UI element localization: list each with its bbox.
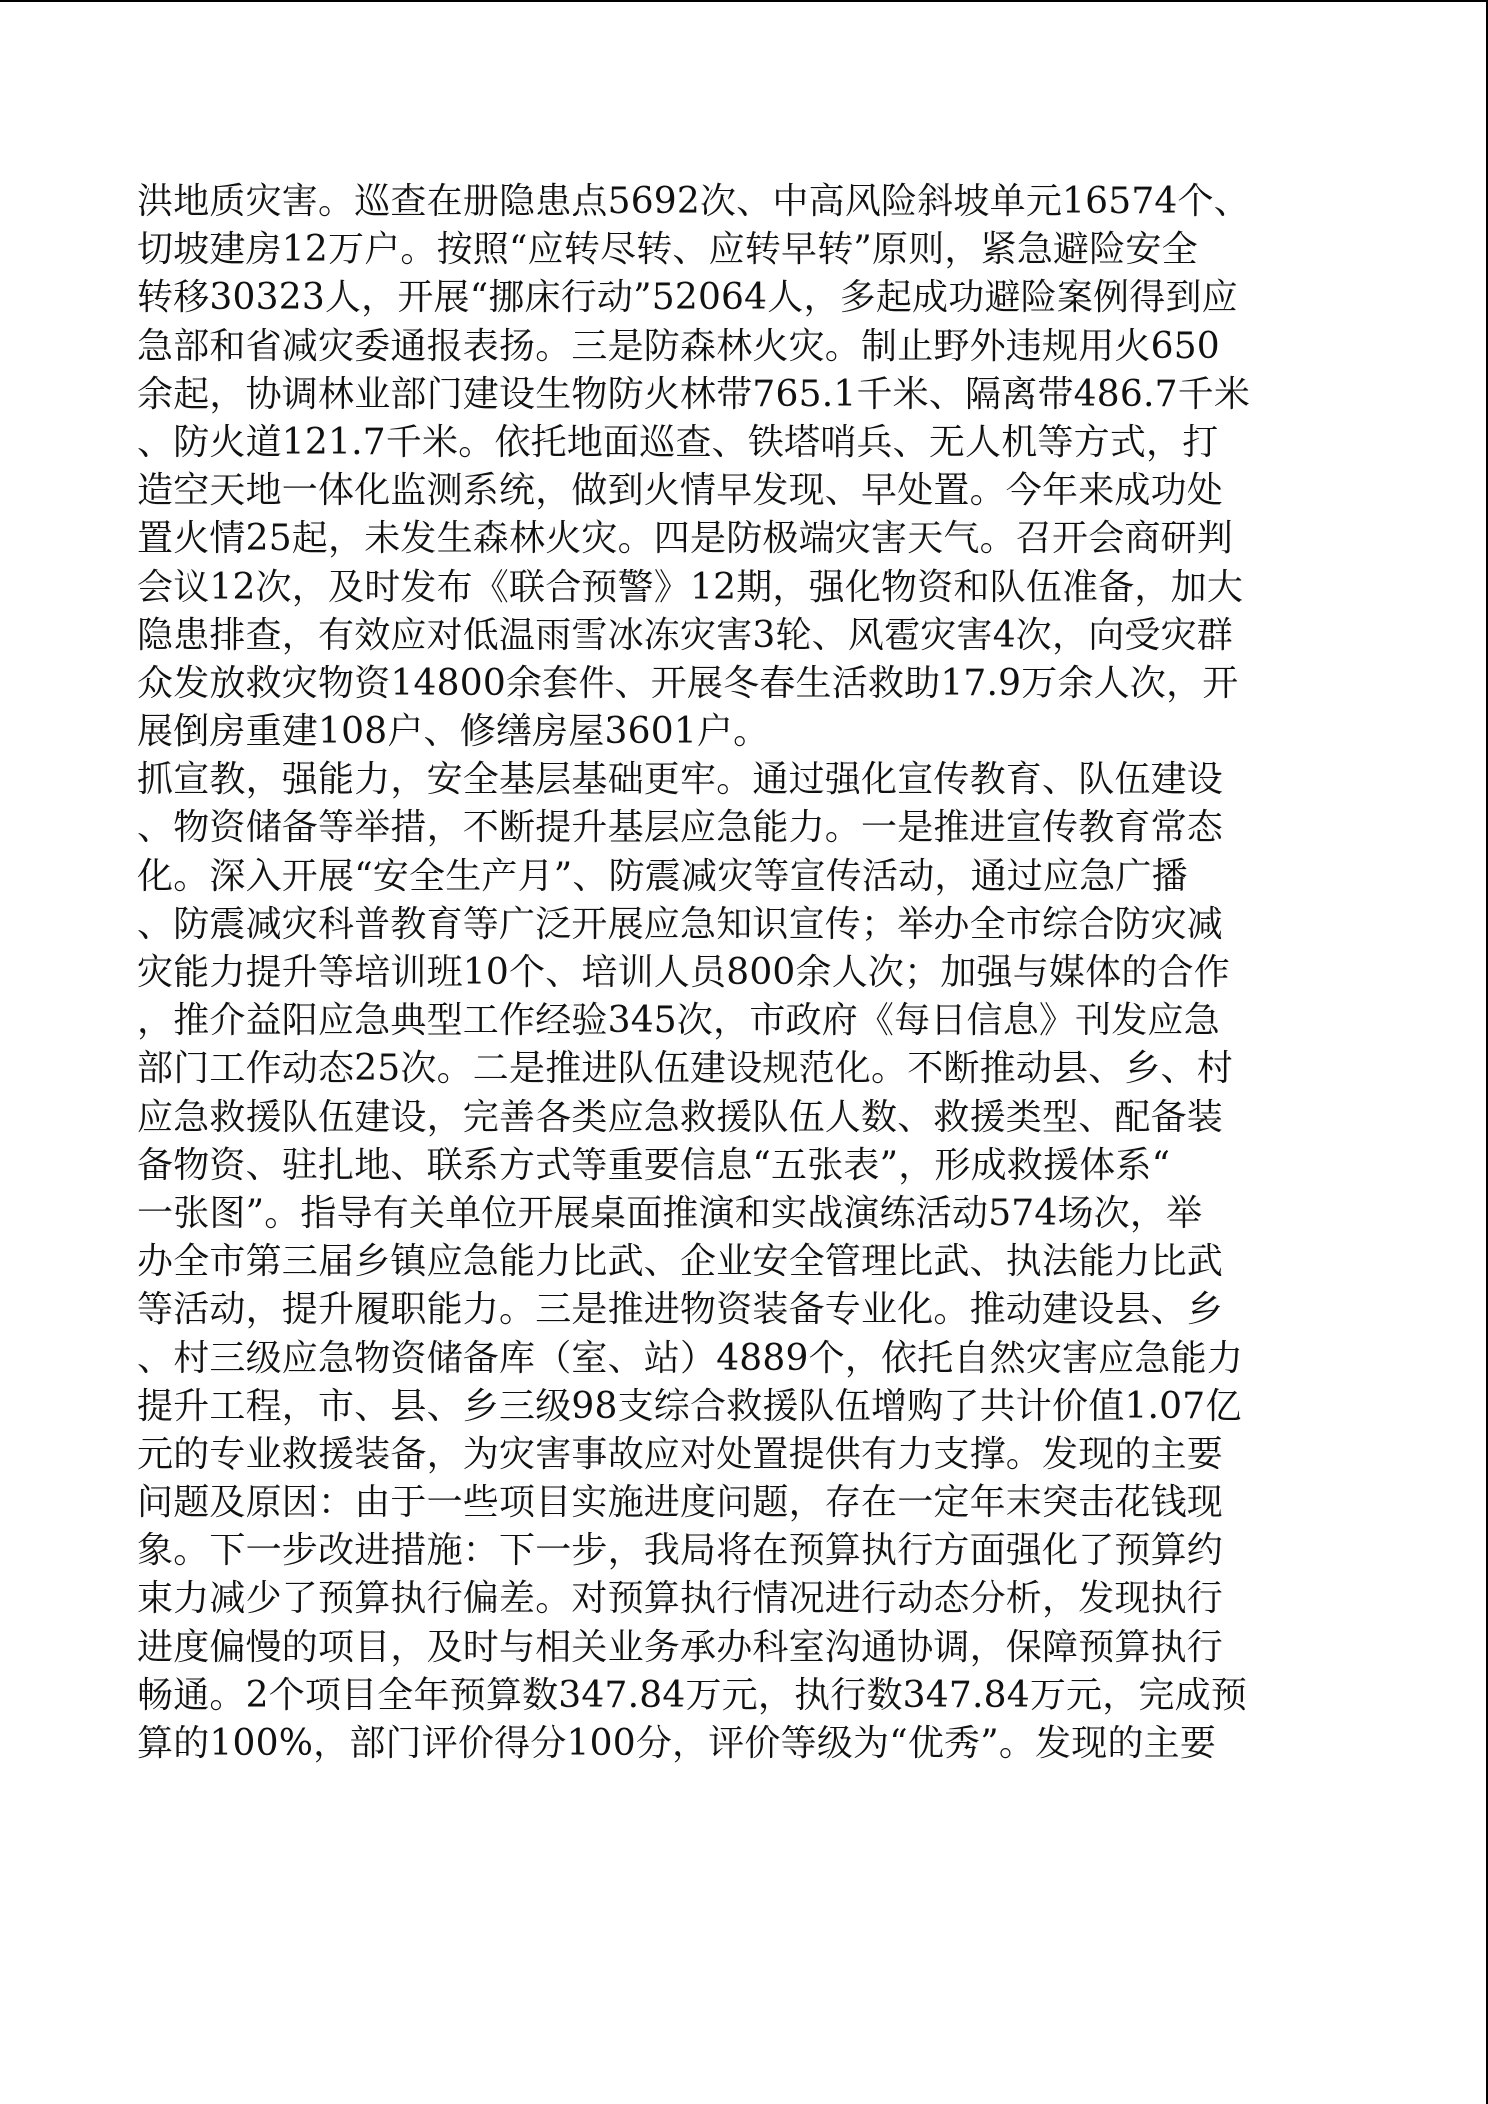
text-line: 众发放救灾物资14800余套件、开展冬春生活救助17.9万余人次，开	[137, 662, 1239, 704]
text-line: 办全市第三届乡镇应急能力比武、企业安全管理比武、执法能力比武	[137, 1241, 1224, 1283]
text-line: 应急救援队伍建设，完善各类应急救援队伍人数、救援类型、配备装	[137, 1096, 1224, 1138]
text-line: 余起，协调林业部门建设生物防火林带765.1千米、隔离带486.7千米	[137, 373, 1251, 415]
text-line: 灾能力提升等培训班10个、培训人员800余人次；加强与媒体的合作	[137, 952, 1230, 993]
document-body	[137, 178, 1342, 1768]
text-line: 急部和省减灾委通报表扬。三是防森林火灾。制止野外违规用火650	[137, 325, 1220, 367]
text-line: 备物资、驻扎地、联系方式等重要信息“五张表”，形成救援体系“	[137, 1144, 1171, 1186]
text-line: 切坡建房12万户。按照“应转尽转、应转早转”原则，紧急避险安全	[137, 229, 1198, 271]
page-top-border	[0, 0, 1488, 2]
text-line: 置火情25起，未发生森林火灾。四是防极端灾害天气。召开会商研判	[137, 518, 1234, 560]
text-line: 转移30323人，开展“挪床行动”52064人，多起成功避险案例得到应	[137, 277, 1238, 319]
text-line: 会议12次，及时发布《联合预警》12期，强化物资和队伍准备，加大	[137, 566, 1244, 608]
text-line: 问题及原因：由于一些项目实施进度问题，存在一定年末突击花钱现	[137, 1482, 1224, 1524]
text-line: 束力减少了预算执行偏差。对预算执行情况进行动态分析，发现执行	[137, 1578, 1224, 1620]
text-line: 化。深入开展“安全生产月”、防震减灾等宣传活动，通过应急广播	[137, 855, 1188, 897]
text-line: 、防火道121.7千米。依托地面巡查、铁塔哨兵、无人机等方式，打	[137, 421, 1219, 463]
text-line: 展倒房重建108户、修缮房屋3601户。	[137, 711, 770, 753]
text-line: 一张图”。指导有关单位开展桌面推演和实战演练活动574场次，举	[137, 1192, 1203, 1234]
text-line: 畅通。2个项目全年预算数347.84万元，执行数347.84万元，完成预	[137, 1674, 1248, 1716]
text-line: ，推介益阳应急典型工作经验345次，市政府《每日信息》刊发应急	[137, 1000, 1220, 1042]
text-line: 进度偏慢的项目，及时与相关业务承办科室沟通协调，保障预算执行	[137, 1626, 1224, 1668]
text-line: 洪地质灾害。巡查在册隐患点5692次、中高风险斜坡单元16574个、	[137, 181, 1250, 222]
text-line: 隐患排查，有效应对低温雨雪冰冻灾害3轮、风雹灾害4次，向受灾群	[137, 614, 1234, 656]
text-line: 等活动，提升履职能力。三是推进物资装备专业化。推动建设县、乡	[137, 1289, 1224, 1331]
text-line: 、防震减灾科普教育等广泛开展应急知识宣传；举办全市综合防灾减	[137, 903, 1224, 945]
text-line: 算的100%，部门评价得分100分，评价等级为“优秀”。发现的主要	[137, 1723, 1217, 1764]
text-line: 、物资储备等举措，不断提升基层应急能力。一是推进宣传教育常态	[137, 807, 1224, 849]
text-line: 部门工作动态25次。二是推进队伍建设规范化。不断推动县、乡、村	[137, 1048, 1234, 1090]
text-line: 提升工程，市、县、乡三级98支综合救援队伍增购了共计价值1.07亿	[137, 1385, 1242, 1427]
text-line: 元的专业救援装备，为灾害事故应对处置提供有力支撑。发现的主要	[137, 1433, 1224, 1475]
text-line: 象。下一步改进措施：下一步，我局将在预算执行方面强化了预算约	[137, 1530, 1224, 1572]
text-line: 造空天地一体化监测系统，做到火情早发现、早处置。今年来成功处	[137, 470, 1224, 512]
text-line: 、村三级应急物资储备库（室、站）4889个，依托自然灾害应急能力	[137, 1337, 1244, 1379]
text-line: 抓宣教，强能力，安全基层基础更牢。通过强化宣传教育、队伍建设	[137, 759, 1224, 801]
